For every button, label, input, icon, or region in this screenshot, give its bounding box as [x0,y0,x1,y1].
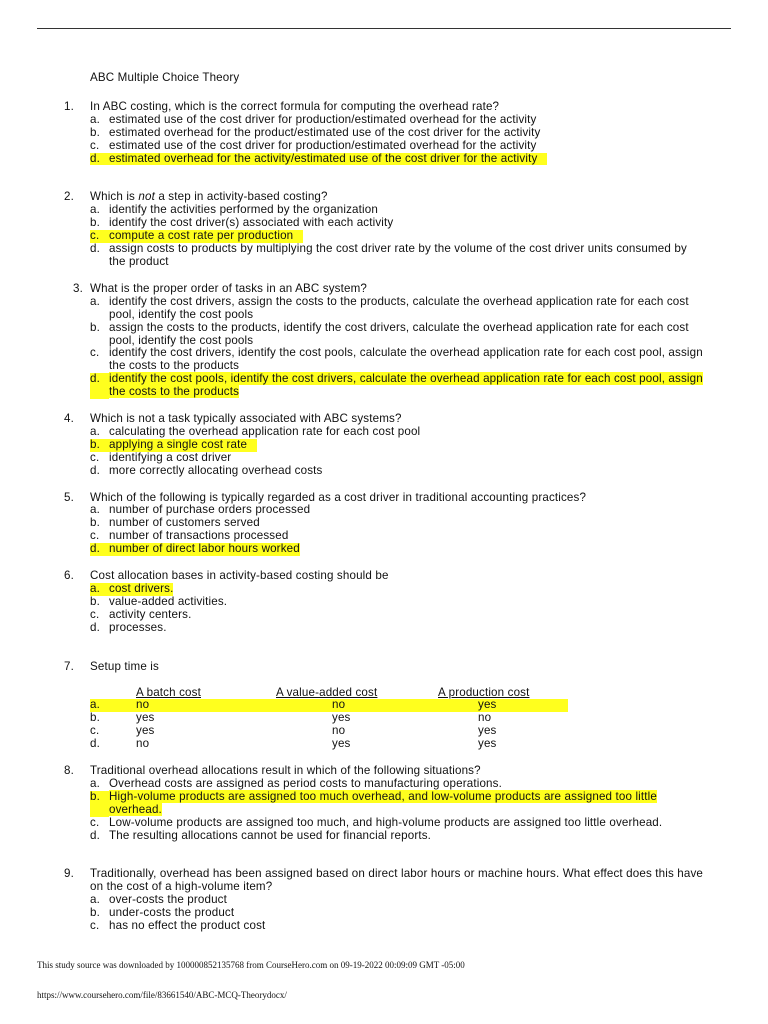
download-notice: This study source was downloaded by 100000852135768 from CourseHero.com on 09-19-2022 00:09:09 GMT -05:00 [37,960,465,970]
document-title: ABC Multiple Choice Theory [90,71,240,84]
option-c: c. number of transactions processed [90,529,289,543]
option-a: a. Overhead costs are assigned as period costs to manufacturing operations. [90,776,502,790]
option-a-highlighted-answer: a. cost drivers. [90,582,174,595]
table-header-row [90,687,704,700]
option-b: b. number of customers served [90,516,260,530]
table-row: b. yes yes no [90,711,492,725]
question-text: Traditional overhead allocations result in which of the following situations? [90,763,481,777]
option-c: c. identify the cost drivers, identify the cost pools, calculate the overhead application rate for each cost pool, assign the costs to the products [90,346,703,373]
table-row-highlighted-answer: a. no no yes [90,699,568,712]
question-text: What is the proper order of tasks in an ABC system? [90,281,368,295]
option-d-highlighted-answer: d. estimated overhead for the activity/estimated use of the cost driver for the activity [90,153,704,166]
question-number: 9. [64,867,74,881]
table-row: c. yes no yes [90,724,497,738]
option-a: a. over-costs the product [90,893,228,907]
option-c-highlighted-answer: c. compute a cost rate per production [90,230,704,243]
answer-table [90,687,704,751]
option-d: d. more correctly allocating overhead costs [90,463,323,477]
question-text: In ABC costing, which is the correct formula for computing the overhead rate? [90,99,500,113]
option-d: d. The resulting allocations cannot be used for financial reports. [90,828,432,842]
option-a: a. estimated use of the cost driver for production/estimated overhead for the activity [90,112,537,126]
option-c: c. estimated use of the cost driver for production/estimated overhead for the activity [90,138,537,152]
option-d-highlighted-answer: d. identify the cost pools, identify the cost drivers, calculate the overhead application rate for each cost pool, assign the costs to the products [90,372,703,399]
option-b-highlighted-answer: b. applying a single cost rate [90,439,704,452]
question-text: Cost allocation bases in activity-based costing should be [90,569,389,583]
table-header: A production cost [438,685,530,699]
document-body [64,72,704,933]
option-d: d. processes. [90,620,167,634]
option-a: a. identify the cost drivers, assign the costs to the products, calculate the overhead application rate for each cost pool, identify the cost pools [90,294,689,321]
question-number: 4. [64,412,74,426]
table-header: A value-added cost [276,685,378,699]
question-text: Traditionally, overhead has been assigned based on direct labor hours or machine hours. What effect does this have on the cost of a high-volume item? [90,867,704,894]
source-url-link[interactable]: https://www.coursehero.com/file/83661540/ABC-MCQ-Theorydocx/ [37,990,287,1000]
option-b: b. value-added activities. [90,594,228,608]
question-number: 6. [64,569,74,583]
option-b: b. assign the costs to the products, identify the cost drivers, calculate the overhead application rate for each cost pool, identify the cost pools [90,320,689,347]
question-number: 5. [64,490,74,504]
question-5 [64,492,704,557]
option-d-highlighted-answer: d. number of direct labor hours worked [90,542,300,556]
question-1 [64,101,704,166]
question-6 [64,570,704,635]
option-a: a. identify the activities performed by the organization [90,203,378,217]
question-text: Which is not a task typically associated with ABC systems? [90,412,402,426]
question-3 [64,283,704,399]
option-c: c. has no effect the product cost [90,919,266,933]
question-4 [64,413,704,478]
question-text: Which is not a step in activity-based costing? [90,190,328,204]
option-b-highlighted-answer: b. High-volume products are assigned too much overhead, and low-volume products are assigned too little overhead. [90,789,657,816]
question-text: Which of the following is typically regarded as a cost driver in traditional accounting practices? [90,490,587,504]
option-a: a. calculating the overhead application rate for each cost pool [90,424,421,438]
option-a: a. number of purchase orders processed [90,503,311,517]
option-c: c. activity centers. [90,607,192,621]
question-number: 1. [64,99,74,113]
question-text: Setup time is [90,659,159,673]
question-number: 7. [64,659,74,673]
option-c: c. Low-volume products are assigned too much, and high-volume products are assigned too little overhead. [90,815,663,829]
table-header: A batch cost [136,685,201,699]
option-b: b. identify the cost driver(s) associated with each activity [90,216,394,230]
question-number: 2. [64,190,74,204]
option-b: b. estimated overhead for the product/estimated use of the cost driver for the activity [90,125,541,139]
page-top-rule [37,28,731,29]
question-number: 8. [64,763,74,777]
table-row: d. no yes yes [90,737,497,751]
question-number: 3. [73,281,83,295]
option-c: c. identifying a cost driver [90,450,232,464]
question-2 [64,191,704,268]
option-d: d. assign costs to products by multiplying the cost driver rate by the volume of the cost driver units consumed by the product [90,242,687,268]
question-8 [64,765,704,842]
option-b: b. under-costs the product [90,906,235,920]
question-7 [64,661,704,751]
question-9 [64,868,704,933]
